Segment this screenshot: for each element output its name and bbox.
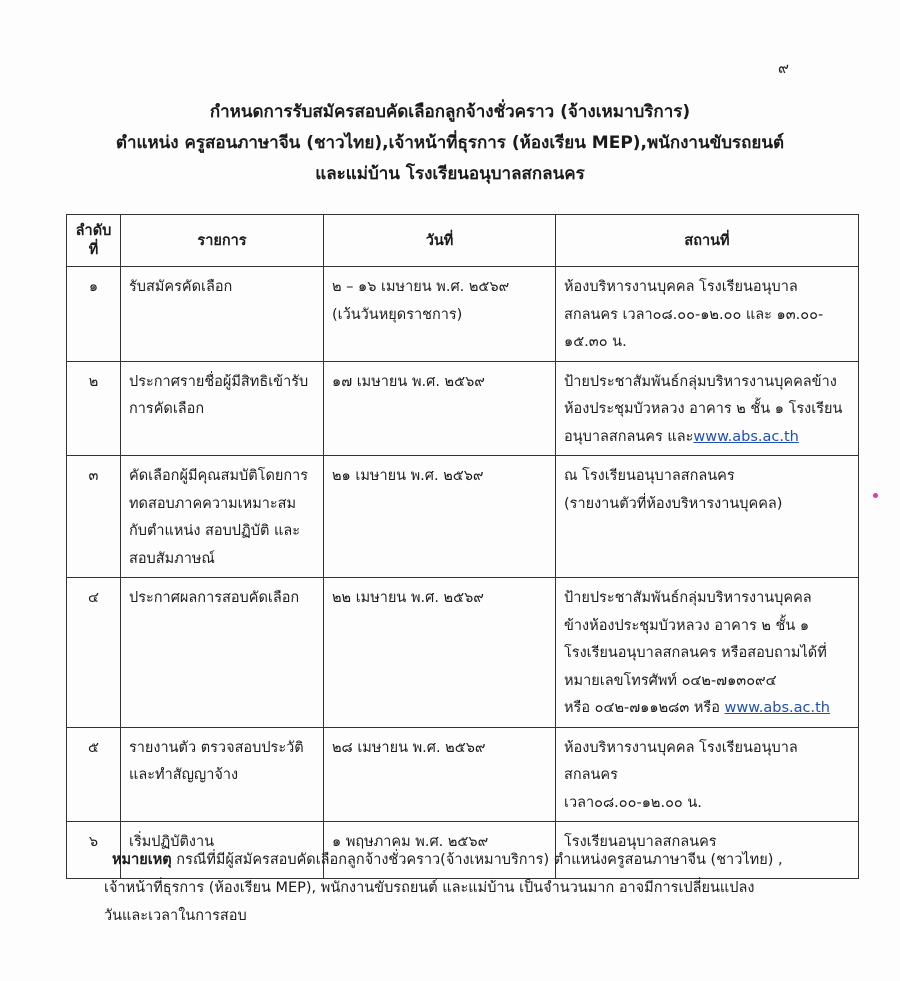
row-item: [121, 727, 324, 822]
row-place-line: ห้องบริหารงานบุคคล โรงเรียนอนุบาล: [564, 279, 798, 295]
row-date: [324, 456, 556, 578]
remark-line-1: [112, 846, 852, 874]
row-place-line: (รายงานตัวที่ห้องบริหารงานบุคคล): [564, 495, 783, 512]
row-item-line: กับตำแหน่ง สอบปฏิบัติ และ: [129, 523, 300, 539]
document-title-line-1: กำหนดการรับสมัครสอบคัดเลือกลูกจ้างชั่วคราว (จ้างเหมาบริการ): [209, 102, 691, 122]
page-number: ๙: [778, 59, 789, 77]
table-row: [67, 727, 859, 822]
header-order-line-1: ลำดับ: [75, 222, 112, 239]
row-place-line: ๑๕.๓๐ น.: [564, 334, 627, 350]
row-item-line: ประกาศรายชื่อผู้มีสิทธิเข้ารับ: [129, 373, 309, 390]
row-date-line: ๒๒ เมษายน พ.ศ. ๒๕๖๙: [332, 590, 484, 606]
row-place: [556, 361, 859, 456]
table-header-row: [67, 215, 859, 267]
row-place-line: [564, 424, 850, 452]
row-item-line: รับสมัครคัดเลือก: [129, 279, 233, 295]
row-item-line: และทำสัญญาจ้าง: [129, 767, 239, 783]
row-date-line: (เว้นวันหยุดราชการ): [332, 306, 463, 323]
row-place: [556, 267, 859, 362]
row-date: [324, 267, 556, 362]
row-place-line: หมายเลขโทรศัพท์ ๐๔๒-๗๑๓๐๙๔: [564, 672, 777, 689]
header-place: สถานที่: [556, 215, 859, 267]
header-order: [67, 215, 121, 267]
stray-ink-mark: [873, 493, 878, 498]
row-item: [121, 361, 324, 456]
row-item: [121, 456, 324, 578]
schedule-table: [66, 214, 859, 879]
row-item-line: คัดเลือกผู้มีคุณสมบัติโดยการ: [129, 468, 309, 484]
table-row: [67, 578, 859, 728]
row-place-line: ป้ายประชาสัมพันธ์กลุ่มบริหารงานบุคคล: [564, 590, 812, 606]
row-date-line: ๑๗ เมษายน พ.ศ. ๒๕๖๙: [332, 373, 485, 390]
row-item-line: เริ่มปฏิบัติงาน: [129, 834, 214, 850]
row-place-line: ห้องประชุมบัวหลวง อาคาร ๒ ชั้น ๑ โรงเรียน: [564, 401, 843, 417]
table-row: [67, 267, 859, 362]
table-row: [67, 456, 859, 578]
row-item-line: ทดสอบภาคความเหมาะสม: [129, 495, 297, 512]
row-item-line: รายงานตัว ตรวจสอบประวัติ: [129, 739, 304, 756]
row-number: ๔: [67, 578, 121, 728]
remark-line-2: เจ้าหน้าที่ธุรการ (ห้องเรียน MEP), พนักงานขับรถยนต์ และแม่บ้าน เป็นจำนวนมาก อาจมีการเปลี่ยนแปลง: [104, 880, 755, 896]
row-number: ๕: [67, 727, 121, 822]
remark-text: กรณีที่มีผู้สมัครสอบคัดเลือกลูกจ้างชั่วคราว(จ้างเหมาบริการ) ตำแหน่งครูสอนภาษาจีน (ชาวไทย) ,: [171, 852, 783, 868]
row-place-line: โรงเรียนอนุบาลสกลนคร: [564, 834, 717, 850]
row-date: [324, 727, 556, 822]
row-number: ๑: [67, 267, 121, 362]
row-place-line: ห้องบริหารงานบุคคล โรงเรียนอนุบาล: [564, 739, 798, 756]
row-place-line: ป้ายประชาสัมพันธ์กลุ่มบริหารงานบุคคลข้าง: [564, 373, 837, 390]
row-place-line: [564, 695, 850, 723]
row-place-text: หรือ ๐๔๒-๗๑๑๒๘๓ หรือ: [564, 700, 725, 716]
row-place: [556, 727, 859, 822]
table-row: [67, 361, 859, 456]
row-place: [556, 456, 859, 578]
remark-label: หมายเหตุ: [112, 852, 172, 868]
row-date: [324, 361, 556, 456]
header-item: รายการ: [121, 215, 324, 267]
row-item-line: ประกาศผลการสอบคัดเลือก: [129, 590, 300, 606]
row-place: [556, 578, 859, 728]
row-place-line: ณ โรงเรียนอนุบาลสกลนคร: [564, 468, 735, 484]
website-link[interactable]: www.abs.ac.th: [693, 428, 799, 445]
row-number: ๒: [67, 361, 121, 456]
header-order-line-2: ที่: [88, 241, 99, 258]
row-date-line: ๒๑ เมษายน พ.ศ. ๒๕๖๙: [332, 468, 484, 484]
row-date: [324, 578, 556, 728]
row-place-line: ข้างห้องประชุมบัวหลวง อาคาร ๒ ชั้น ๑: [564, 617, 810, 634]
row-number: ๓: [67, 456, 121, 578]
row-place-line: เวลา๐๘.๐๐-๑๒.๐๐ น.: [564, 794, 702, 811]
row-date-line: ๒ – ๑๖ เมษายน พ.ศ. ๒๕๖๙: [332, 279, 510, 295]
row-item-line: สอบสัมภาษณ์: [129, 550, 215, 567]
row-place-line: สกลนคร: [564, 767, 618, 783]
remark-line-3: วันและเวลาในการสอบ: [104, 908, 247, 924]
document-title-line-3: และแม่บ้าน โรงเรียนอนุบาลสกลนคร: [315, 164, 585, 184]
row-date-line: ๑ พฤษภาคม พ.ศ. ๒๕๖๙: [332, 834, 489, 850]
row-item: [121, 578, 324, 728]
header-date: วันที่: [324, 215, 556, 267]
row-place-line: สกลนคร เวลา๐๘.๐๐-๑๒.๐๐ และ ๑๓.๐๐-: [564, 306, 824, 323]
row-date-line: ๒๘ เมษายน พ.ศ. ๒๕๖๙: [332, 739, 486, 756]
website-link[interactable]: www.abs.ac.th: [724, 700, 830, 716]
row-place-line: โรงเรียนอนุบาลสกลนคร หรือสอบถามได้ที่: [564, 645, 827, 661]
document-title-line-2: ตำแหน่ง ครูสอนภาษาจีน (ชาวไทย),เจ้าหน้าที่ธุรการ (ห้องเรียน MEP),พนักงานขับรถยนต์: [115, 133, 785, 153]
row-item-line: การคัดเลือก: [129, 401, 205, 417]
row-place-text: อนุบาลสกลนคร และ: [564, 428, 694, 445]
row-item: [121, 267, 324, 362]
remark-block: [104, 846, 852, 930]
row-number: ๖: [67, 822, 121, 879]
